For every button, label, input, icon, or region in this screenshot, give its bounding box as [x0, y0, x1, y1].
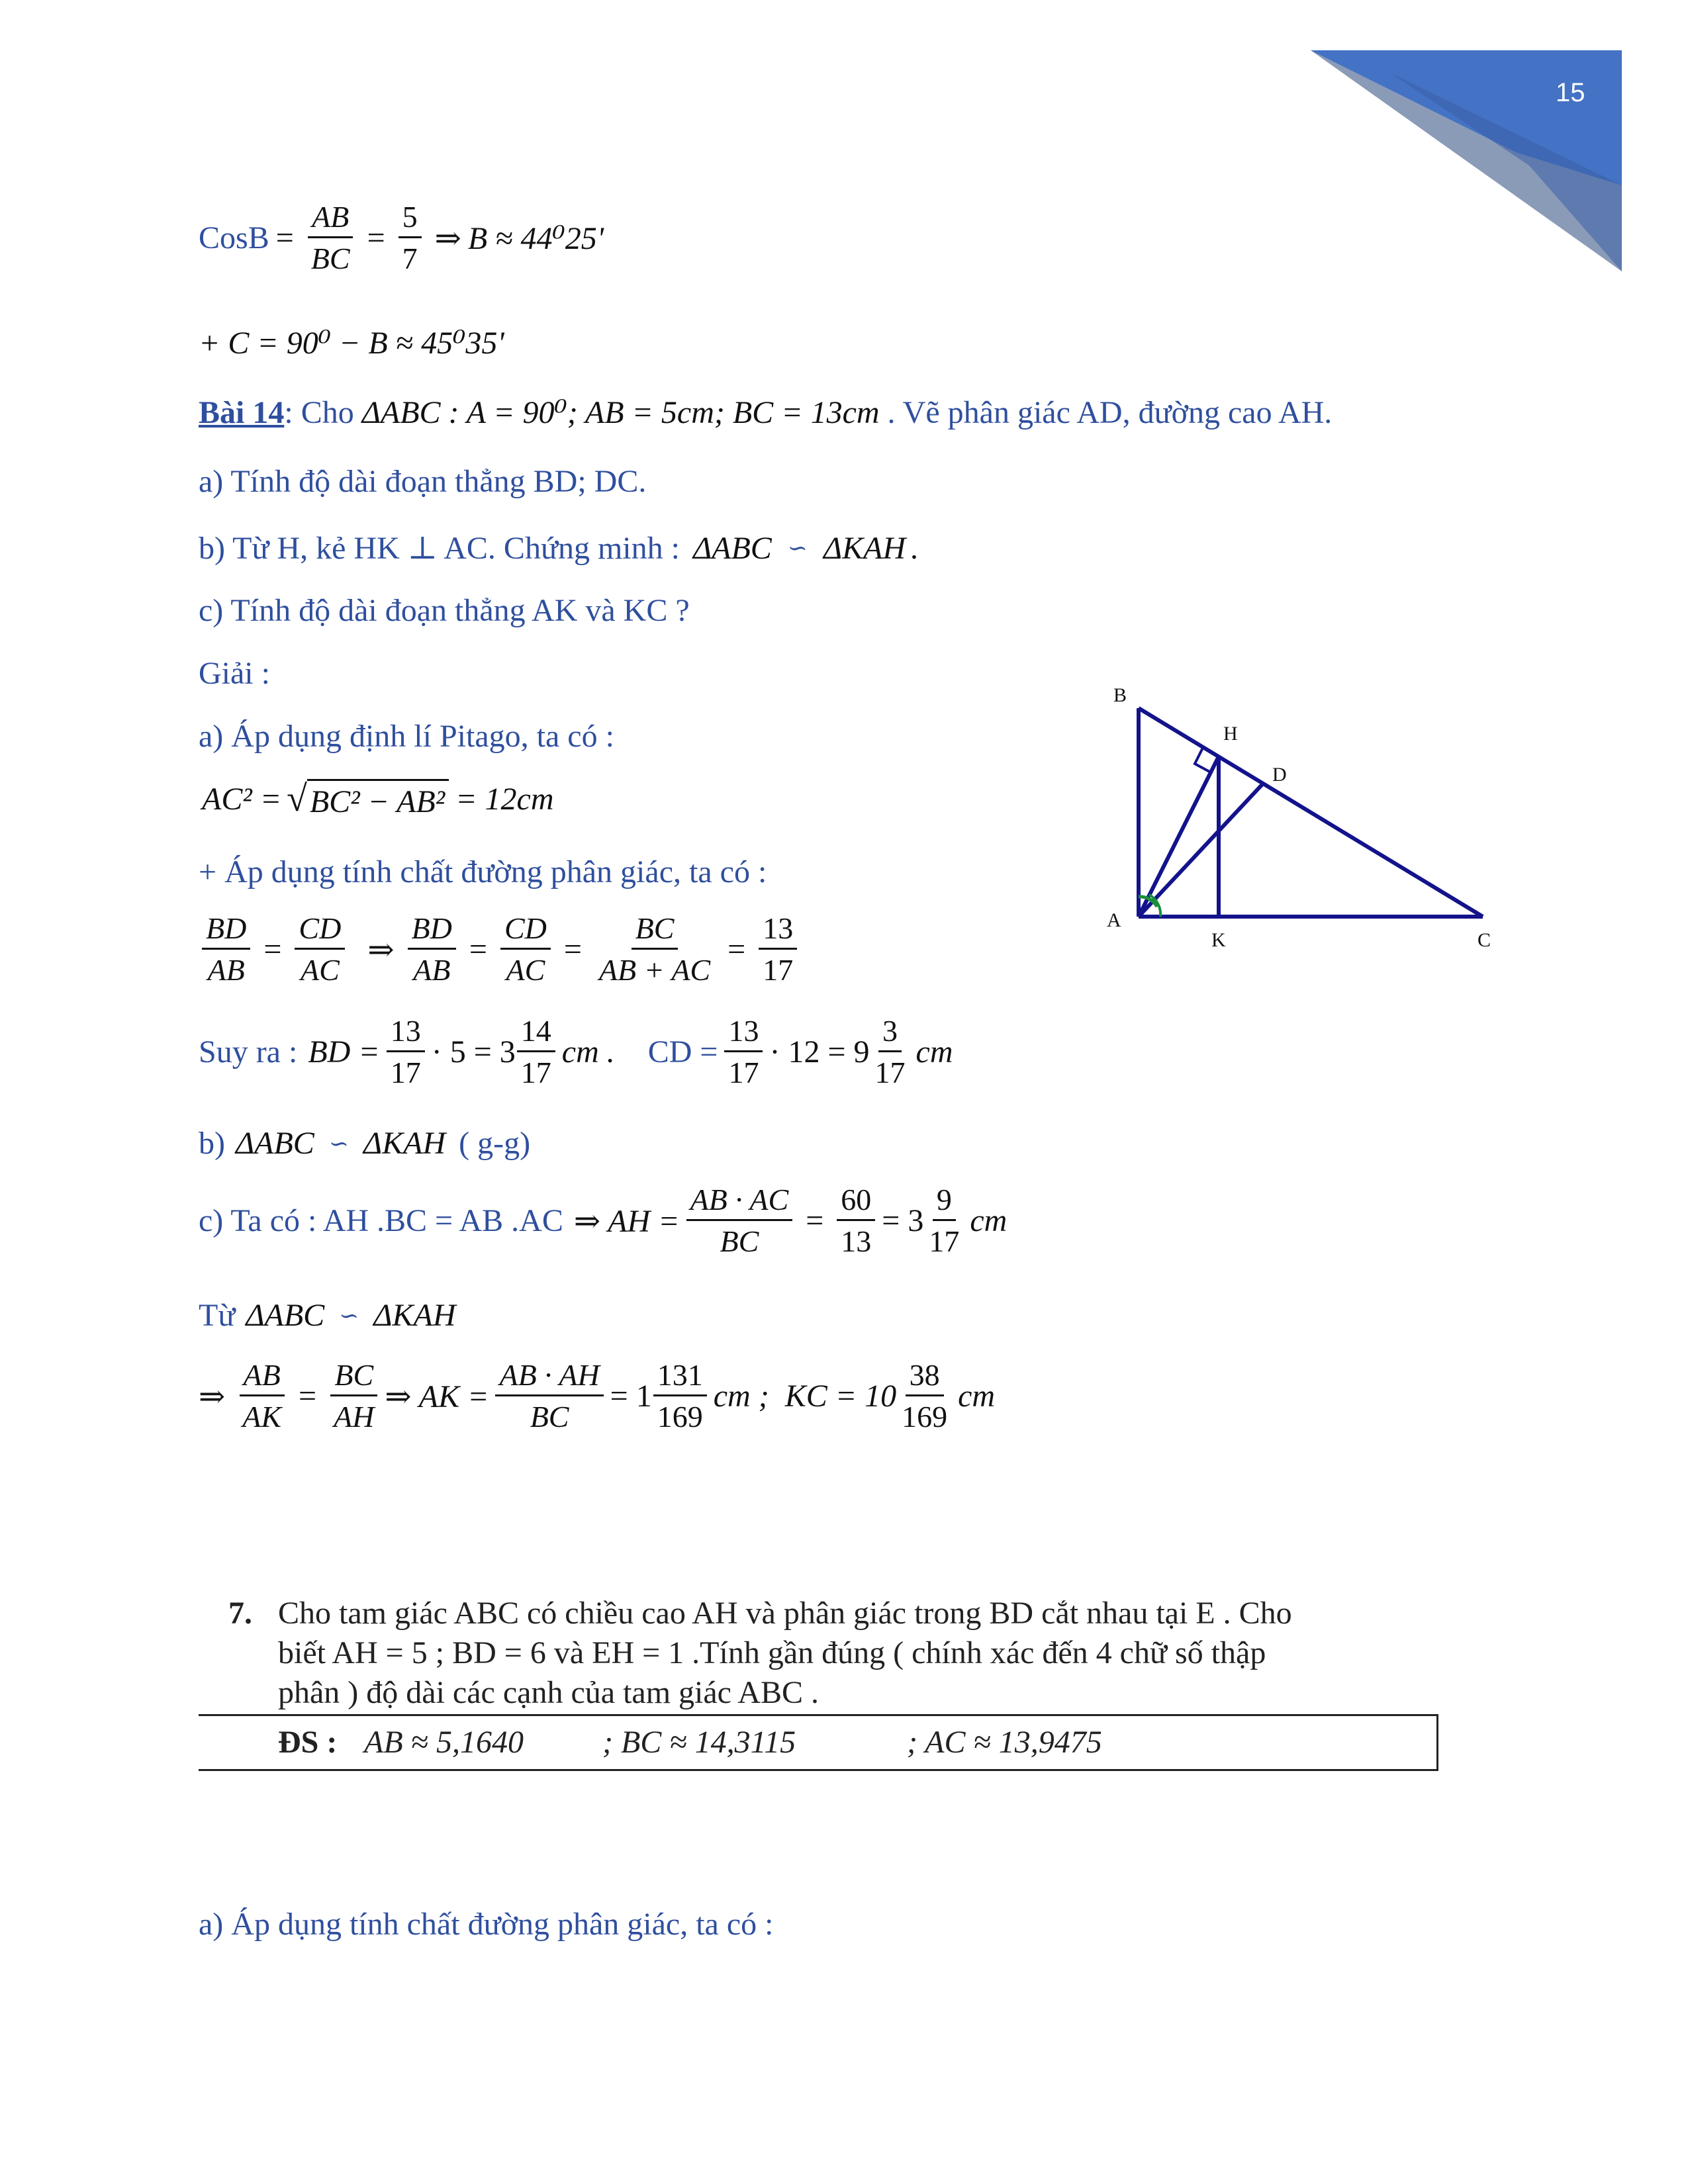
solution-b-line: b) ΔABC ∽ ΔKAH ( g-g) — [199, 1126, 531, 1161]
exercise7-line3: phân ) độ dài các cạnh của tam giác ABC . — [278, 1675, 820, 1710]
pythag-rhs: = 12cm — [455, 781, 554, 817]
tu-line: Từ ΔABC ∽ ΔKAH — [199, 1298, 456, 1333]
label-c: C — [1477, 929, 1491, 951]
label-d: D — [1272, 764, 1287, 786]
cosb-line: CosB = $\frac{AB}{BC}$ = $\frac{5}{7}$ ⇒ B ≈ 44⁰25' — [199, 200, 604, 275]
bai14-given: ΔABC : A = 90⁰; AB = 5cm; BC = 13cm — [361, 395, 880, 430]
answer-label: ĐS : — [278, 1725, 338, 1760]
pythagoras-line — [202, 778, 554, 820]
exercise7-line2: biết AH = 5 ; BD = 6 và EH = 1 .Tính gần đúng ( chính xác đến 4 chữ số thập — [278, 1635, 1266, 1670]
label-a: A — [1107, 909, 1121, 931]
bisector-title: + Áp dụng tính chất đường phân giác, ta có : — [199, 854, 767, 889]
sqrt-expression: √ BC² − AB² — [287, 778, 449, 820]
altitude-ah — [1139, 756, 1219, 917]
fraction-ab-bc: $\frac{AB}{BC}$ — [307, 202, 354, 274]
answer-ab: AB ≈ 5,1640 — [364, 1725, 524, 1760]
suyra-label: Suy ra : — [199, 1034, 298, 1069]
triangle-abc: ΔABC — [692, 530, 772, 566]
suyra-line: Suy ra : BD = $\frac{13}{17}$ · 5 = 3 $\frac{14}{17}$ cm . CD = $\frac{13}{17}$ · 12 = 9 $\frac{3}{17}$ cm — [199, 1014, 953, 1089]
last-line: a) Áp dụng tính chất đường phân giác, ta có : — [199, 1907, 774, 1942]
cosb-label: CosB — [199, 220, 269, 255]
solution-c-line: c) Ta có : AH .BC = AB .AC ⇒ AH = $\frac{AB \cdot AC}{BC}$ = $\frac{60}{13}$ = 3 $\frac{9}{17}$ cm — [199, 1183, 1008, 1258]
label-k: K — [1211, 929, 1226, 951]
angle-b-result: B ≈ 44⁰25' — [467, 220, 604, 256]
corner-decoration — [1297, 46, 1642, 271]
exercise7-number: 7. — [228, 1596, 252, 1631]
page-number: 15 — [1556, 78, 1585, 107]
bisector-ad — [1139, 784, 1263, 917]
bai14-label: Bài 14 — [199, 394, 285, 430]
solution-a-title: a) Áp dụng định lí Pitago, ta có : — [199, 719, 614, 754]
similar-symbol: ∽ — [787, 535, 808, 561]
question-b-text: b) Từ H, kẻ HK ⊥ AC. Chứng minh : — [199, 531, 680, 566]
triangle-kah: ΔKAH — [823, 530, 906, 566]
bisector-ratio-line: $\frac{BD}{AB}$ = $\frac{CD}{AC}$ ⇒ $\frac{BD}{AB}$ = $\frac{CD}{AC}$ = $\frac{BC}{AB + AC}$ = $\frac{13}{17}$ — [195, 913, 804, 985]
label-h: H — [1223, 723, 1238, 745]
question-c: c) Tính độ dài đoạn thẳng AK và KC ? — [199, 593, 690, 628]
exercise7-line1: Cho tam giác ABC có chiều cao AH và phân giác trong BD cắt nhau tại E . Cho — [278, 1596, 1292, 1631]
label-b: B — [1113, 684, 1127, 706]
bai14-rest: . Vẽ phân giác AD, đường cao AH. — [887, 394, 1333, 430]
question-a: a) Tính độ dài đoạn thẳng BD; DC. — [199, 464, 647, 499]
question-b: b) Từ H, kẻ HK ⊥ AC. Chứng minh : ΔABC ∽ ΔKAH . — [199, 530, 919, 566]
answer-bc: ; BC ≈ 14,3115 — [602, 1725, 796, 1760]
final-line: ⇒ $\frac{AB}{AK}$ = $\frac{BC}{AH}$ ⇒ AK = $\frac{AB \cdot AH}{BC}$ = 1 $\frac{131}{169}$ cm ; KC = 10 $\frac{38}{169}$ cm — [199, 1358, 996, 1433]
fraction-5-7: $\frac{5}{7}$ — [399, 202, 422, 274]
answer-ac: ; AC ≈ 13,9475 — [907, 1725, 1102, 1760]
pythag-lhs: AC² = — [202, 781, 282, 817]
angle-c-line: + C = 90⁰ − B ≈ 45⁰35' — [199, 326, 504, 361]
bai14-line — [199, 394, 1332, 431]
triangle-diagram — [1086, 682, 1509, 973]
solution-heading: Giải : — [199, 656, 270, 691]
bai14-intro: : Cho — [284, 394, 354, 430]
